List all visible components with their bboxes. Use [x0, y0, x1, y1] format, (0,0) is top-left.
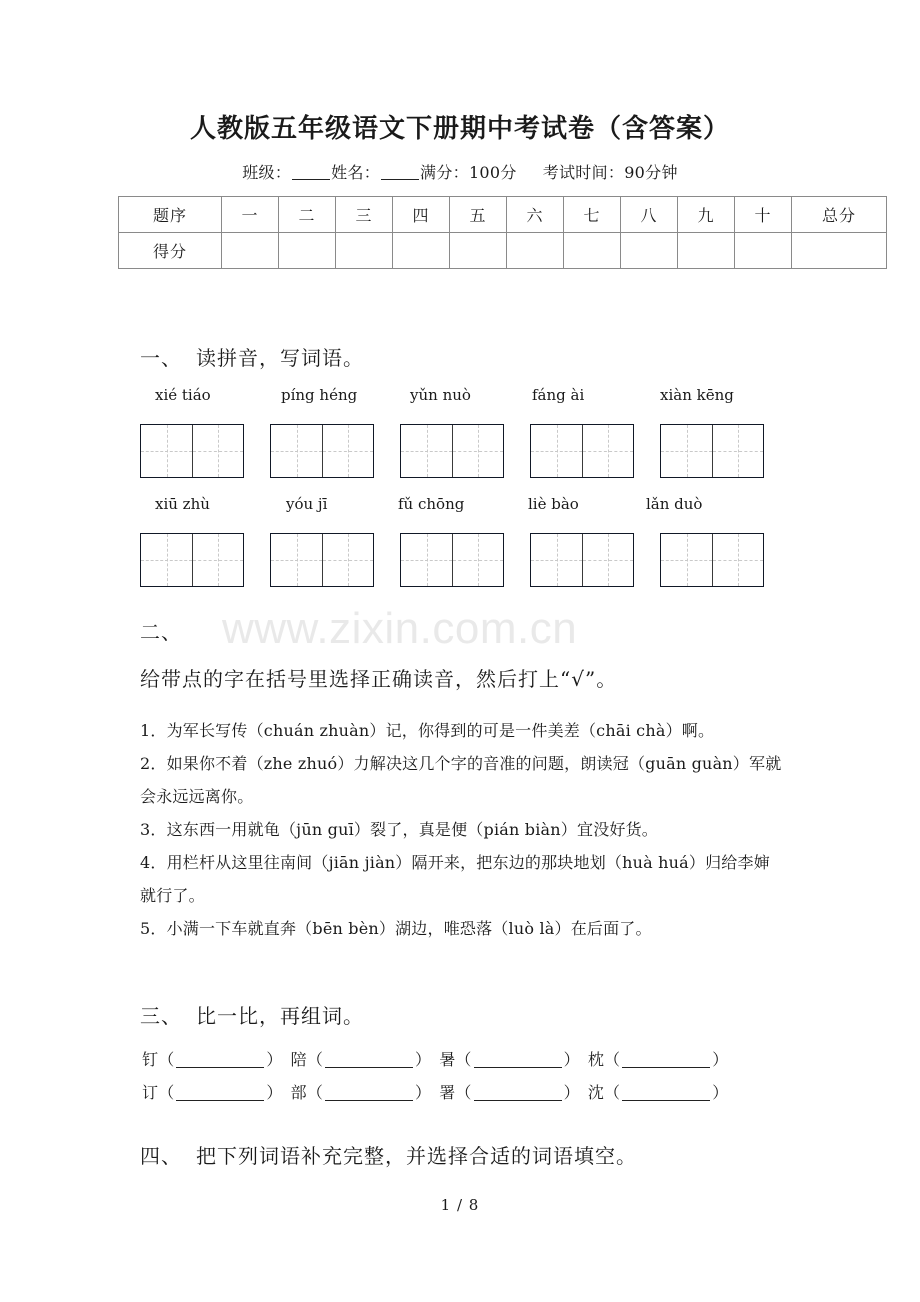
col-4: 四: [393, 197, 450, 233]
score-cell-5[interactable]: [450, 233, 507, 269]
col-2: 二: [279, 197, 336, 233]
page-title: 人教版五年级语文下册期中考试卷（含答案）: [189, 114, 730, 144]
compose-char: 沈: [587, 1083, 605, 1102]
compose-blank[interactable]: [325, 1067, 413, 1068]
full-score-label: 满分：100分: [420, 163, 517, 182]
grid-cell[interactable]: [271, 534, 322, 586]
grid-cell[interactable]: [141, 425, 192, 477]
compose-pair: 钉（ ）: [142, 1050, 283, 1069]
col-3: 三: [336, 197, 393, 233]
section-2-questions: [140, 714, 784, 945]
compose-char: 钉: [142, 1050, 159, 1069]
section-1-title: 读拼音，写词语。: [196, 346, 364, 370]
grid-cell[interactable]: [661, 534, 712, 586]
compose-char: 订: [142, 1083, 159, 1102]
compose-blank[interactable]: [474, 1067, 562, 1068]
compose-word-row-1: [142, 1047, 736, 1070]
name-label: 姓名：: [331, 163, 381, 182]
writing-grid-box[interactable]: [400, 424, 504, 478]
grid-cell[interactable]: [401, 534, 452, 586]
question-item: 2．如果你不着（zhe zhuó）力解决这几个字的音准的问题，朗读冠（guān guàn）军就会永远远离你。: [140, 754, 782, 806]
grid-cell[interactable]: [452, 534, 503, 586]
exam-meta-line: [0, 160, 920, 183]
compose-blank[interactable]: [176, 1100, 264, 1101]
compose-pair: 暑（ ）: [439, 1050, 580, 1069]
score-cell-6[interactable]: [507, 233, 564, 269]
pinyin-2-4: liè bào: [528, 495, 579, 513]
col-10: 十: [735, 197, 792, 233]
compose-blank[interactable]: [474, 1100, 562, 1101]
score-cell-2[interactable]: [279, 233, 336, 269]
compose-blank[interactable]: [622, 1067, 710, 1068]
pinyin-2-2: yóu jī: [286, 495, 328, 513]
writing-grid-box[interactable]: [270, 533, 374, 587]
compose-char: 部: [290, 1083, 307, 1102]
grid-cell[interactable]: [452, 425, 503, 477]
pinyin-row-2: [155, 495, 702, 513]
compose-char: 暑: [439, 1050, 456, 1069]
grid-cell[interactable]: [401, 425, 452, 477]
score-cell-4[interactable]: [393, 233, 450, 269]
grid-cell[interactable]: [322, 425, 373, 477]
writing-grid-box[interactable]: [530, 424, 634, 478]
col-8: 八: [621, 197, 678, 233]
score-cell-1[interactable]: [222, 233, 279, 269]
compose-blank[interactable]: [176, 1067, 264, 1068]
grid-cell[interactable]: [271, 425, 322, 477]
compose-blank[interactable]: [325, 1100, 413, 1101]
score-table: [118, 196, 887, 269]
score-cell-total[interactable]: [792, 233, 887, 269]
section-4-index: 四、: [140, 1144, 182, 1168]
writing-grid-box[interactable]: [660, 533, 764, 587]
score-cell-10[interactable]: [735, 233, 792, 269]
pinyin-1-4: fáng ài: [532, 386, 585, 404]
question-item: 3．这东西一用就龟（jūn guī）裂了，真是便（pián biàn）宜没好货。: [140, 820, 658, 839]
compose-pair: 枕（ ）: [587, 1050, 729, 1069]
exam-time-label: 考试时间：90分钟: [542, 163, 678, 182]
class-blank: [292, 179, 330, 180]
score-cell-3[interactable]: [336, 233, 393, 269]
pinyin-2-1: xiū zhù: [155, 495, 210, 513]
compose-char: 陪: [290, 1050, 307, 1069]
grid-cell[interactable]: [712, 534, 763, 586]
pinyin-2-3: fǔ chōng: [398, 495, 465, 513]
writing-grid-box[interactable]: [140, 424, 244, 478]
compose-pair: 署（ ）: [439, 1083, 580, 1102]
score-cell-7[interactable]: [564, 233, 621, 269]
pinyin-2-5: lǎn duò: [646, 495, 703, 513]
grid-cell[interactable]: [531, 425, 582, 477]
compose-word-row-2: [142, 1080, 736, 1103]
page-number: 1 / 8: [440, 1196, 480, 1214]
writing-grid-row-1: [140, 424, 764, 478]
table-row: [119, 197, 887, 233]
watermark: www.zixin.com.cn: [222, 604, 578, 653]
writing-grid-row-2: [140, 533, 764, 587]
section-heading-1: [140, 342, 364, 371]
pinyin-1-5: xiàn kēng: [660, 386, 734, 404]
grid-cell[interactable]: [582, 425, 633, 477]
section-2-index: 二、: [140, 620, 182, 644]
section-heading-3: [140, 1000, 364, 1029]
section-3-index: 三、: [140, 1004, 182, 1028]
grid-cell[interactable]: [322, 534, 373, 586]
grid-cell[interactable]: [531, 534, 582, 586]
score-cell-9[interactable]: [678, 233, 735, 269]
name-blank: [381, 179, 419, 180]
writing-grid-box[interactable]: [140, 533, 244, 587]
col-7: 七: [564, 197, 621, 233]
section-4-title: 把下列词语补充完整，并选择合适的词语填空。: [196, 1144, 637, 1168]
col-1: 一: [222, 197, 279, 233]
table-row: [119, 233, 887, 269]
grid-cell[interactable]: [192, 425, 243, 477]
pinyin-1-2: píng héng: [281, 386, 358, 404]
score-cell-8[interactable]: [621, 233, 678, 269]
question-item: 5．小满一下车就直奔（bēn bèn）湖边，唯恐落（luò là）在后面了。: [140, 919, 652, 938]
section-heading-2-index: [140, 616, 182, 645]
section-3-title: 比一比，再组词。: [196, 1004, 364, 1028]
writing-grid-box[interactable]: [400, 533, 504, 587]
class-label: 班级：: [242, 163, 292, 182]
section-1-index: 一、: [140, 346, 182, 370]
section-heading-4: [140, 1140, 637, 1169]
compose-pair: 部（ ）: [290, 1083, 432, 1102]
compose-char: 枕: [587, 1050, 605, 1069]
grid-cell[interactable]: [192, 534, 243, 586]
writing-grid-box[interactable]: [660, 424, 764, 478]
pinyin-row-1: [155, 386, 734, 404]
question-item: 1．为军长写传（chuán zhuàn）记，你得到的可是一件美差（chāi chà）啊。: [140, 721, 715, 740]
compose-pair: 陪（ ）: [290, 1050, 432, 1069]
question-item: 4．用栏杆从这里往南间（jiān jiàn）隔开来，把东边的那块地划（huà huá）归给李婶就行了。: [140, 853, 770, 905]
pinyin-1-3: yǔn nuò: [410, 386, 471, 404]
grid-cell[interactable]: [712, 425, 763, 477]
grid-cell[interactable]: [661, 425, 712, 477]
writing-grid-box[interactable]: [530, 533, 634, 587]
writing-grid-box[interactable]: [270, 424, 374, 478]
section-2-title: 给带点的字在括号里选择正确读音，然后打上“√”。: [140, 667, 618, 691]
col-9: 九: [678, 197, 735, 233]
compose-pair: 订（ ）: [142, 1083, 283, 1102]
section-heading-2-title: [140, 663, 617, 692]
compose-pair: 沈（ ）: [587, 1083, 729, 1102]
row-header-question-order: 题序: [119, 197, 222, 233]
grid-cell[interactable]: [582, 534, 633, 586]
col-total: 总分: [792, 197, 887, 233]
grid-cell[interactable]: [141, 534, 192, 586]
pinyin-1-1: xié tiáo: [155, 386, 211, 404]
compose-blank[interactable]: [622, 1100, 710, 1101]
row-header-score: 得分: [119, 233, 222, 269]
compose-char: 署: [439, 1083, 456, 1102]
col-5: 五: [450, 197, 507, 233]
col-6: 六: [507, 197, 564, 233]
